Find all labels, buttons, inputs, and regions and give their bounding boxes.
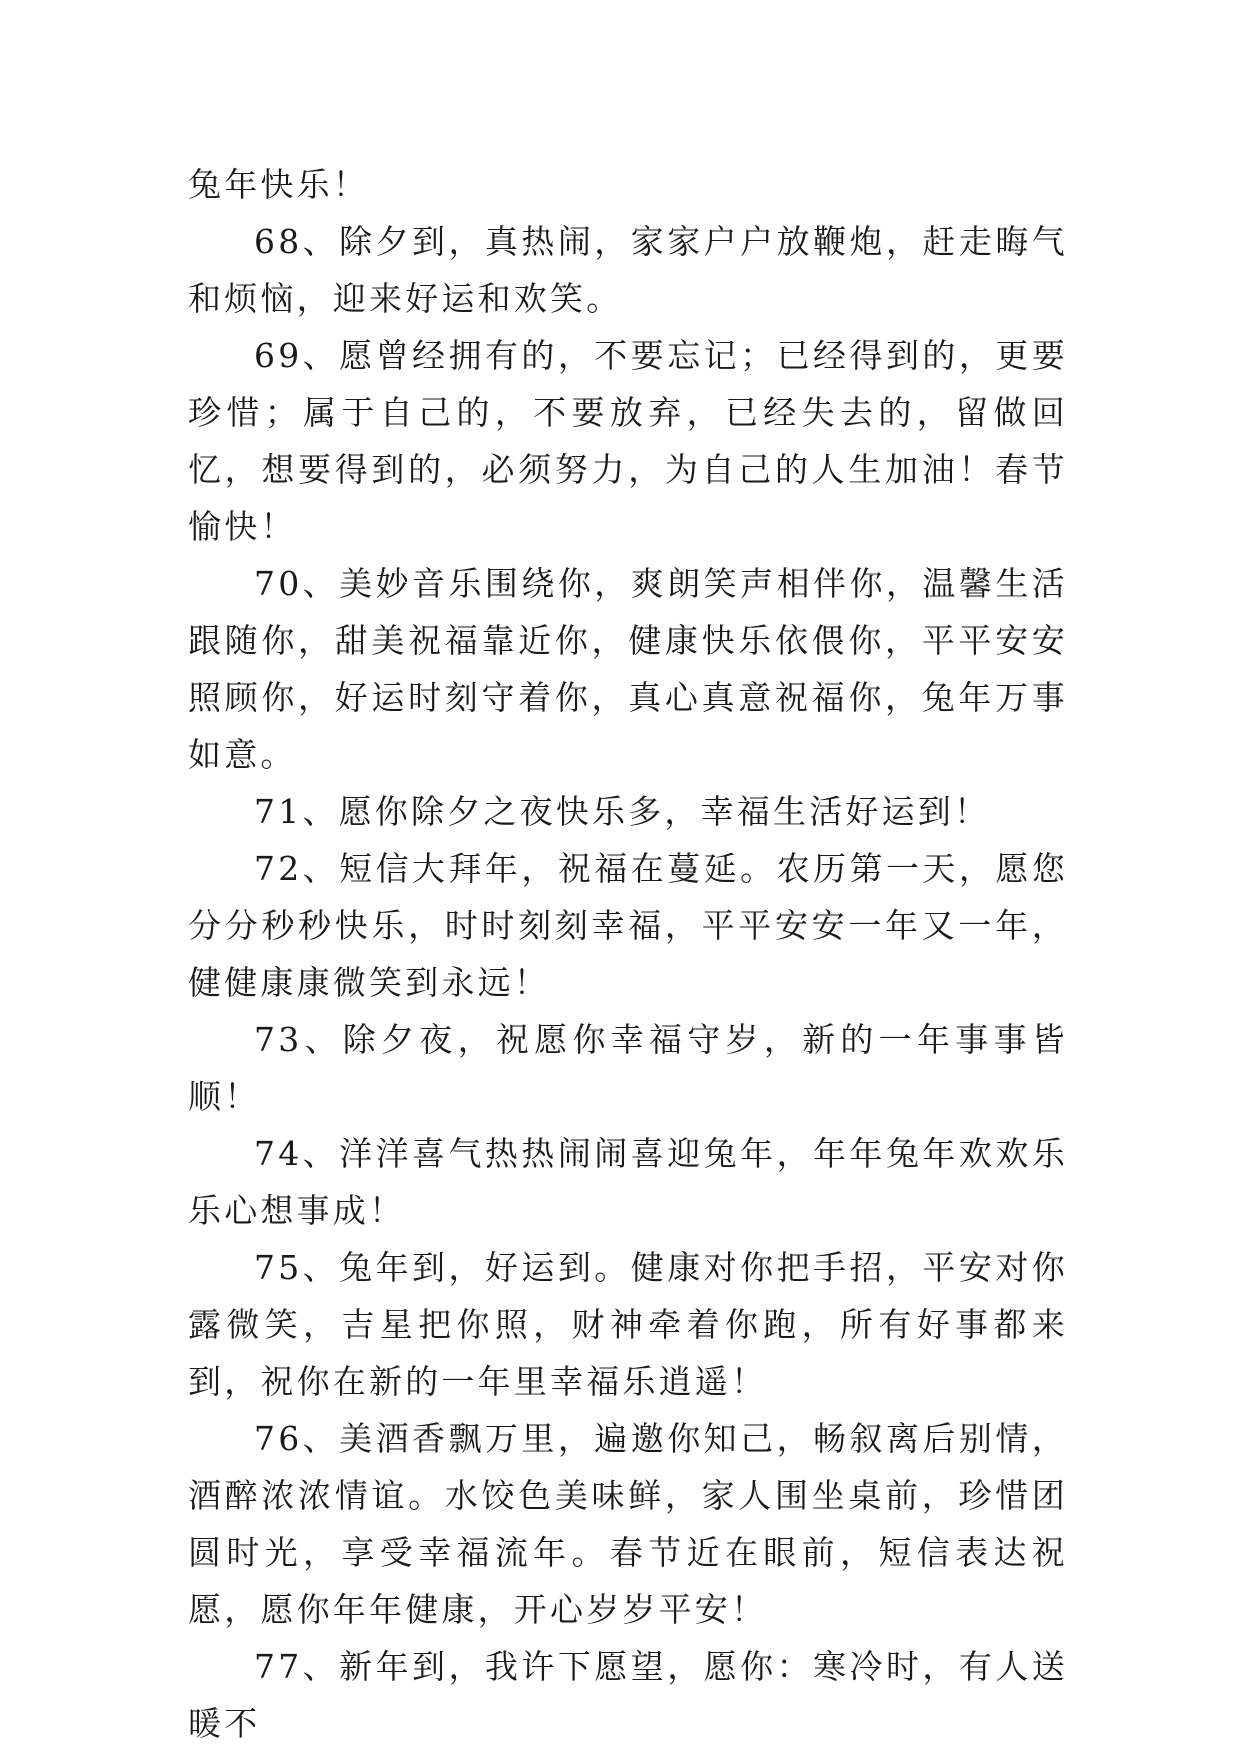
paragraph-75: 75、兔年到，好运到。健康对你把手招，平安对你露微笑，吉星把你照，财神牵着你跑，所有好事都来到，祝你在新的一年里幸福乐逍遥！ [188,1248,1068,1401]
paragraph-74: 74、洋洋喜气热热闹闹喜迎兔年，年年兔年欢欢乐乐心想事成！ [188,1134,1068,1230]
paragraph-69: 69、愿曾经拥有的，不要忘记；已经得到的，更要珍惜；属于自己的，不要放弃，已经失去的，留做回忆，想要得到的，必须努力，为自己的人生加油！春节愉快！ [188,336,1068,546]
paragraph-72: 72、短信大拜年，祝福在蔓延。农历第一天，愿您分分秒秒快乐，时时刻刻幸福，平平安安一年又一年，健健康康微笑到永远！ [188,849,1068,1002]
paragraph-73: 73、除夕夜，祝愿你幸福守岁，新的一年事事皆顺！ [188,1020,1068,1116]
paragraph-76: 76、美酒香飘万里，遍邀你知己，畅叙离后别情，酒醉浓浓情谊。水饺色美味鲜，家人围坐桌前，珍惜团圆时光，享受幸福流年。春节近在眼前，短信表达祝愿，愿你年年健康，开心岁岁平安！ [188,1419,1068,1629]
document-body [188,156,1068,1752]
paragraph-68: 68、除夕到，真热闹，家家户户放鞭炮，赶走晦气和烦恼，迎来好运和欢笑。 [188,222,1068,318]
paragraph-77: 77、新年到，我许下愿望，愿你：寒冷时，有人送暖不 [188,1647,1068,1743]
paragraph-continuation: 兔年快乐！ [188,165,369,204]
paragraph-71: 71、愿你除夕之夜快乐多，幸福生活好运到！ [254,792,991,831]
paragraph-70: 70、美妙音乐围绕你，爽朗笑声相伴你，温馨生活跟随你，甜美祝福靠近你，健康快乐依偎你，平平安安照顾你，好运时刻守着你，真心真意祝福你，兔年万事如意。 [188,564,1068,774]
